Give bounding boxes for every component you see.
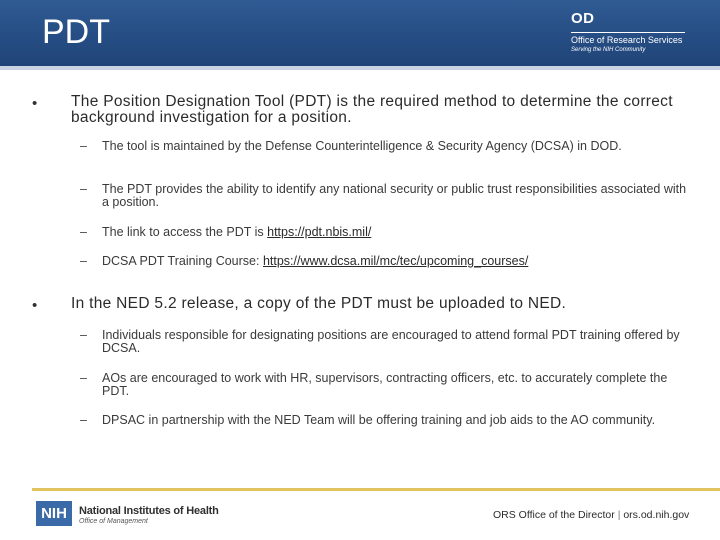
sub-item-training-link <box>102 255 692 268</box>
bullet-icon: • <box>32 297 38 314</box>
dash-icon: – <box>80 328 87 342</box>
sub-item-text: The tool is maintained by the Defense Counterintelligence & Security Agency (DCSA) in DOD. <box>102 139 622 153</box>
logo-divider <box>571 32 685 33</box>
sub-item-text: Individuals responsible for designating positions are encouraged to attend formal PDT training offered by DCSA. <box>102 328 680 355</box>
dash-icon: – <box>80 413 87 427</box>
pdt-link[interactable]: https://pdt.nbis.mil/ <box>267 225 372 239</box>
footer-credit <box>493 509 689 521</box>
sub-item-text: AOs are encouraged to work with HR, supervisors, contracting officers, etc. to accurately complete the PDT. <box>102 371 668 398</box>
sub-item-text: DCSA PDT Training Course: <box>102 254 263 268</box>
dash-icon: – <box>80 254 87 268</box>
dash-icon: – <box>80 371 87 385</box>
sub-item-text: The link to access the PDT is <box>102 225 268 239</box>
sub-item-pdt-link <box>102 226 692 239</box>
footer-separator: | <box>617 509 621 521</box>
training-course-link[interactable]: https://www.dcsa.mil/mc/tec/upcoming_courses/ <box>262 254 529 268</box>
dash-icon: – <box>80 182 87 196</box>
od-logo-mark: OD <box>571 10 595 27</box>
logo-tagline: Serving the NIH Community <box>571 47 646 53</box>
bullet-text: The Position Designation Tool (PDT) is the required method to determine the correct background investigation for a position. <box>71 93 673 126</box>
footer-site: ors.od.nih.gov <box>623 509 690 521</box>
header-bar <box>0 0 720 66</box>
nih-name: National Institutes of Health <box>79 505 219 517</box>
dash-icon: – <box>80 225 87 239</box>
bullet-icon: • <box>32 95 38 112</box>
logo-org-name: Office of Research Services <box>571 35 683 45</box>
page-title: PDT <box>42 13 110 51</box>
sub-item-text: DPSAC in partnership with the NED Team will be offering training and job aids to the AO community. <box>102 413 656 427</box>
ors-logo <box>571 10 691 54</box>
header-divider <box>0 66 720 70</box>
footer-org: ORS Office of the Director <box>493 509 615 521</box>
footer-divider <box>32 488 720 491</box>
nih-sub-name: Office of Management <box>79 518 148 525</box>
nih-logo: NIH <box>36 501 72 526</box>
sub-item-text: The PDT provides the ability to identify any national security or public trust responsibilities associated with a position. <box>102 182 687 209</box>
dash-icon: – <box>80 139 87 153</box>
bullet-text: In the NED 5.2 release, a copy of the PDT must be uploaded to NED. <box>71 295 567 312</box>
